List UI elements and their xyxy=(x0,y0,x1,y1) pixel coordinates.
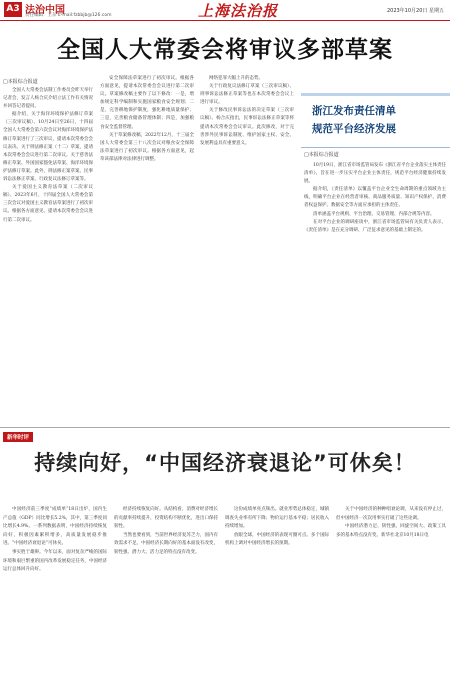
commentary-tag: 新华时评 xyxy=(3,432,33,442)
side-story-title xyxy=(312,102,396,138)
paragraph: 这份成绩单亮点频出。就业形势总体稳定，城镇调查失业率有所下降；物价运行基本平稳；居民收入持续增加。 xyxy=(225,507,329,530)
paragraph: 据介绍，关于海洋环境保护法修订草案（三次审议稿）、10月24日至26日，十四届全国人大常委会第六次会议对海洋环境保护法修订草案进行了三次审议，提请本次常委会会议表决。关于刑法修正案（十二）草案，提请本次常委会会议进行第二次审议。关于慈善法修正草案、外国国家豁免法草案、海洋环境保护法修订草案。此外，刑法修正案草案、民事诉讼法修正草案、行政复议法修订草案等。 xyxy=(3,112,93,183)
paragraph: 当然也要看到，当前世界经济复苏乏力，国内有效需求不足。中国经济长期向好的基本面没有改变，韧性强、潜力大、活力足的特点没有改变。 xyxy=(114,532,218,555)
commentary-column-4 xyxy=(336,506,446,676)
page-number-badge: A3 xyxy=(4,2,22,17)
paragraph: 全国人大常委会法制工作委员会昨天举行记者会，发言人杨合庆介绍立法工作有关情况并回答记者提问。 xyxy=(3,88,93,110)
paragraph: 事实胜于雄辩。今年以来，面对复杂严峻的国际环境和艰巨繁重的国内改革发展稳定任务，中国经济运行总体回升向好。 xyxy=(3,549,107,573)
commentary-column-2 xyxy=(114,506,218,676)
top-story-column-1 xyxy=(3,87,93,422)
top-story-byline: □本报综合报道 xyxy=(3,79,38,85)
paragraph: 关于中国经济的种种唱衰论调，从来没有停止过，但中国经济一次次用事实打破了这些论调。 xyxy=(336,507,446,521)
section-name: 法治中国 xyxy=(25,5,65,16)
paragraph: 10月19日，浙江省市场监管局发布《浙江省平台企业落实主体责任清单》，旨在进一步压实平台企业主体责任，规范平台经济健康持续发展。 xyxy=(304,163,446,185)
newspaper-name: 上海法治报 xyxy=(198,2,279,20)
section-divider xyxy=(0,427,450,428)
commentary-headline: 持续向好，“中国经济衰退论”可休矣！ xyxy=(34,451,416,475)
paragraph: 网络犯罪大幅上升的态势。 xyxy=(209,76,263,81)
editor-meta: 责任编辑：王东 E-mail:fzbbjb@126.com xyxy=(25,13,112,18)
paragraph: 中国经济前三季度“成绩单”18日出炉，国内生产总值（GDP）同比增长5.2%，其中，第三季度同比增长4.9%。一系列数据表明，中国经济持续恢复向好，积极因素累积增多，高质量发展稳步推进。“中国经济衰退论”可休矣。 xyxy=(3,507,107,547)
paragraph: 关于修改民事诉讼法的决定草案（三次审议稿）。杨合庆指出，民事诉讼法修正草案等将提请本次常委会会议审议。此次修改，对于完善涉外民事诉讼制度、维护国家主权、安全、发展利益具有重要意义。 xyxy=(200,108,294,146)
publication-date: 2023年10月20日 星期五 xyxy=(386,8,444,14)
side-story-body xyxy=(304,162,446,422)
paragraph: 关于爱国主义教育法草案（二次审议稿）、2023年6月，十四届全国人大常委会第三次会议对爱国主义教育法草案进行了初次审议。根据各方面意见，提请本次常委会会议进行第二次审议。 xyxy=(3,185,93,223)
top-story-headline: 全国人大常委会将审议多部草案 xyxy=(57,37,393,63)
paragraph: 关于行政复议法修订草案（三次审议稿）、刑事诉讼法修正草案等也在本次常委会会议上进行审议。 xyxy=(200,84,294,106)
paragraph: 中国经济潜力足、韧性强、回旋空间大、政策工具多的基本特点没有变。新华社北京10月18日电 xyxy=(336,524,446,538)
paragraph: 关于草案修改稿，2022年12月，十三届全国人大常委会第三十八次会议对粮食安全保障法草案进行了初次审议。根据各方面意见，起草该部法律对法律进行调整。 xyxy=(100,132,194,162)
paragraph: 放眼全球，中国经济的表现可圈可点。多个国际机构上调对中国经济增长的预期。 xyxy=(225,532,329,547)
paragraph: 在对平台企业的调研座谈中，浙江省市场监管局有关负责人表示，《责任清单》是在充分调研、广泛征求意见的基础上制定的。 xyxy=(304,219,446,233)
side-story-title-line: 浙江发布责任清单 xyxy=(312,105,396,117)
paragraph: 安全保障法草案进行了初次审议。根据各方面意见，提请本次常委会会议进行第二次审议。草案修改稿主要作了以下修改：一是，增加规定科学编制和实施国家粮食安全规划；二是，完善耕地保护制度，强化耕地质量保护；三是，完善粮食储备管理体制；四是，加强粮食安全监督管理。 xyxy=(100,76,194,130)
side-story-rule xyxy=(301,147,450,148)
side-story-byline: □本报综合报道 xyxy=(304,152,339,158)
side-story-accent-bar xyxy=(301,93,450,96)
top-story-column-3 xyxy=(200,75,294,422)
paragraph: 清单涵盖平台规则、平台治理、交易管理、内部合规等内容。 xyxy=(313,211,435,217)
paragraph: 经济持续恢复向好。从结构看，消费对经济增长的贡献率持续提升，投资结构不断优化，进出口保持韧性。 xyxy=(114,507,218,530)
paragraph: 据介绍，《责任清单》以覆盖平台企业全生命周期的重点领域为主线，明确平台企业在经营者审核、商品服务质量、知识产权保护、消费者权益保护、数据安全等方面应承担的主体责任。 xyxy=(304,187,446,209)
commentary-column-1 xyxy=(3,506,107,676)
page-header xyxy=(0,0,450,21)
top-story-column-2 xyxy=(100,75,194,422)
commentary-column-3 xyxy=(225,506,329,676)
side-story-title-line: 规范平台经济发展 xyxy=(312,123,396,135)
